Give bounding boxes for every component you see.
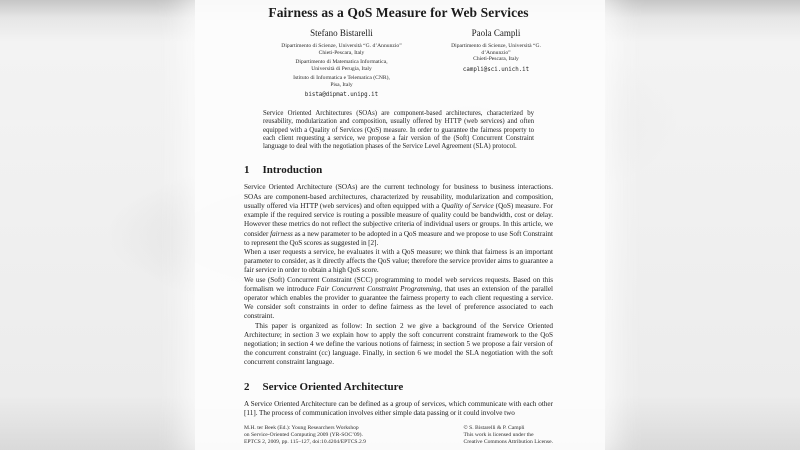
paper-page [195, 0, 605, 450]
license-line: This work is licensed under the [463, 432, 534, 439]
footer-line: on Service-Oriented Computing 2009 (YR-SOC’09). [244, 432, 363, 439]
affiliation-line: Dipartimento di Matematica Informatica, [295, 59, 388, 65]
paper-content [195, 0, 605, 450]
paper-title: Fairness as a QoS Measure for Web Services [268, 5, 529, 20]
affiliation-line: Istituto di Informatica e Telematica (CNR), [293, 75, 390, 81]
license-line: Creative Commons Attribution License. [463, 439, 553, 446]
author-email: campli@sci.unich.it [462, 66, 530, 73]
affiliation-line: Pisa, Italy [330, 81, 353, 88]
paragraph: We use (Soft) Concurrent Constraint (SCC) programming to model web services requests. Based on this formalism we introduce Fair Concurrent Constraint Programming, that uses an extension of the parallel operator which enables the provider to guarantee the fairness property to each client requesting a service. We consider soft constraints in order to define fairness as the level of preference associated to each constraint. [244, 275, 554, 321]
footer-copyright-block [464, 425, 554, 446]
section-number: 2 [244, 380, 250, 393]
paragraph: This paper is organized as follow: In section 2 we give a background of the Service Oriented Architecture; in section 3 we explain how to apply the soft concurrent constraint framework to the QoS negotiation; in section 4 we define the various notions of fairness; in section 5 we propose a fair version of the concurrent constraint (cc) language. Finally, in section 6 we model the SLA negotiation with the soft concurrent constraint language. [244, 321, 553, 367]
author-block-campli [439, 28, 553, 98]
footer-doi-line: EPTCS 2, 2009, pp. 115–127, doi:10.4204/EPTCS.2.9 [244, 439, 366, 446]
section-title: Service Oriented Architecture [262, 380, 404, 393]
author-affiliation-group [244, 43, 439, 56]
affiliation-line: Dipartimento di Scienze, Università “G. d’Annunzio” [451, 43, 541, 56]
author-email: bista@dipmat.unipg.it [304, 92, 379, 98]
section-2-body [244, 400, 553, 418]
section-title: Introduction [262, 164, 323, 177]
author-affiliation-group [244, 75, 439, 88]
author-name: Paola Campli [471, 28, 521, 38]
paragraph: Service Oriented Architecture (SOAs) are the current technology for business to business interactions. SOAs are component-based architectures, characterized by reusability, modularization and composition, usually offered via HTTP (web services) and often equipped with a Quality of Service (QoS) measure. For example if the required service is routing a possible measure of quality could be bandwidth, cost or delay. However these metrics do not reflect the subjective criteria of individual users or groups. In this article, we consider fairness as a new parameter to be adopted in a QoS measure and we propose to use Soft Constraint to represent the QoS scores as suggested in [2]. [244, 183, 553, 247]
author-row [244, 28, 553, 98]
author-affiliation-group [244, 59, 439, 72]
section-1-heading [244, 164, 553, 176]
affiliation-line: Università di Perugia, Italy [311, 65, 372, 72]
author-name: Stefano Bistarelli [310, 28, 373, 38]
paragraph: When a user requests a service, he evaluates it with a QoS measure; we think that fairness is an important parameter to consider, as it directly affects the QoS value; therefore the service provider aims to guarantee a fair service in order to obtain a high QoS score. [244, 247, 553, 275]
affiliation-line: Dipartimento di Scienze, Università “G. d’Annunzio” [281, 43, 402, 49]
footer-line: M.H. ter Beek (Ed.): Young Researchers Workshop [244, 425, 359, 432]
footer-publication-block [244, 425, 366, 446]
author-affiliation-group [439, 43, 553, 63]
section-1-body [244, 183, 553, 367]
section-2-heading [244, 381, 553, 393]
copyright-line: © S. Bistarelli & P. Campli [463, 425, 525, 432]
affiliation-line: Chieti-Pescara, Italy [473, 56, 519, 62]
page-footer [244, 425, 553, 446]
author-block-bistarelli [244, 28, 439, 98]
affiliation-line: Chieti-Pescara, Italy [318, 49, 365, 56]
paragraph: A Service Oriented Architecture can be defined as a group of services, which communicate with each other [11]. The process of communication involves either simple data passing or it could involve two [244, 399, 553, 417]
abstract: Service Oriented Architectures (SOAs) are component-based architectures, characterized by reusability, modularization and composition, usually offered by HTTP (web services) and often equipped with a Quality of Services (QoS) measure. In order to guarantee the fairness property to each client requesting a service, we propose a fair version of the (Soft) Concurrent Constraint language to deal with the negotiation phases of the Service Level Agreement (SLA) protocol. [263, 110, 534, 151]
section-number: 1 [244, 164, 250, 177]
